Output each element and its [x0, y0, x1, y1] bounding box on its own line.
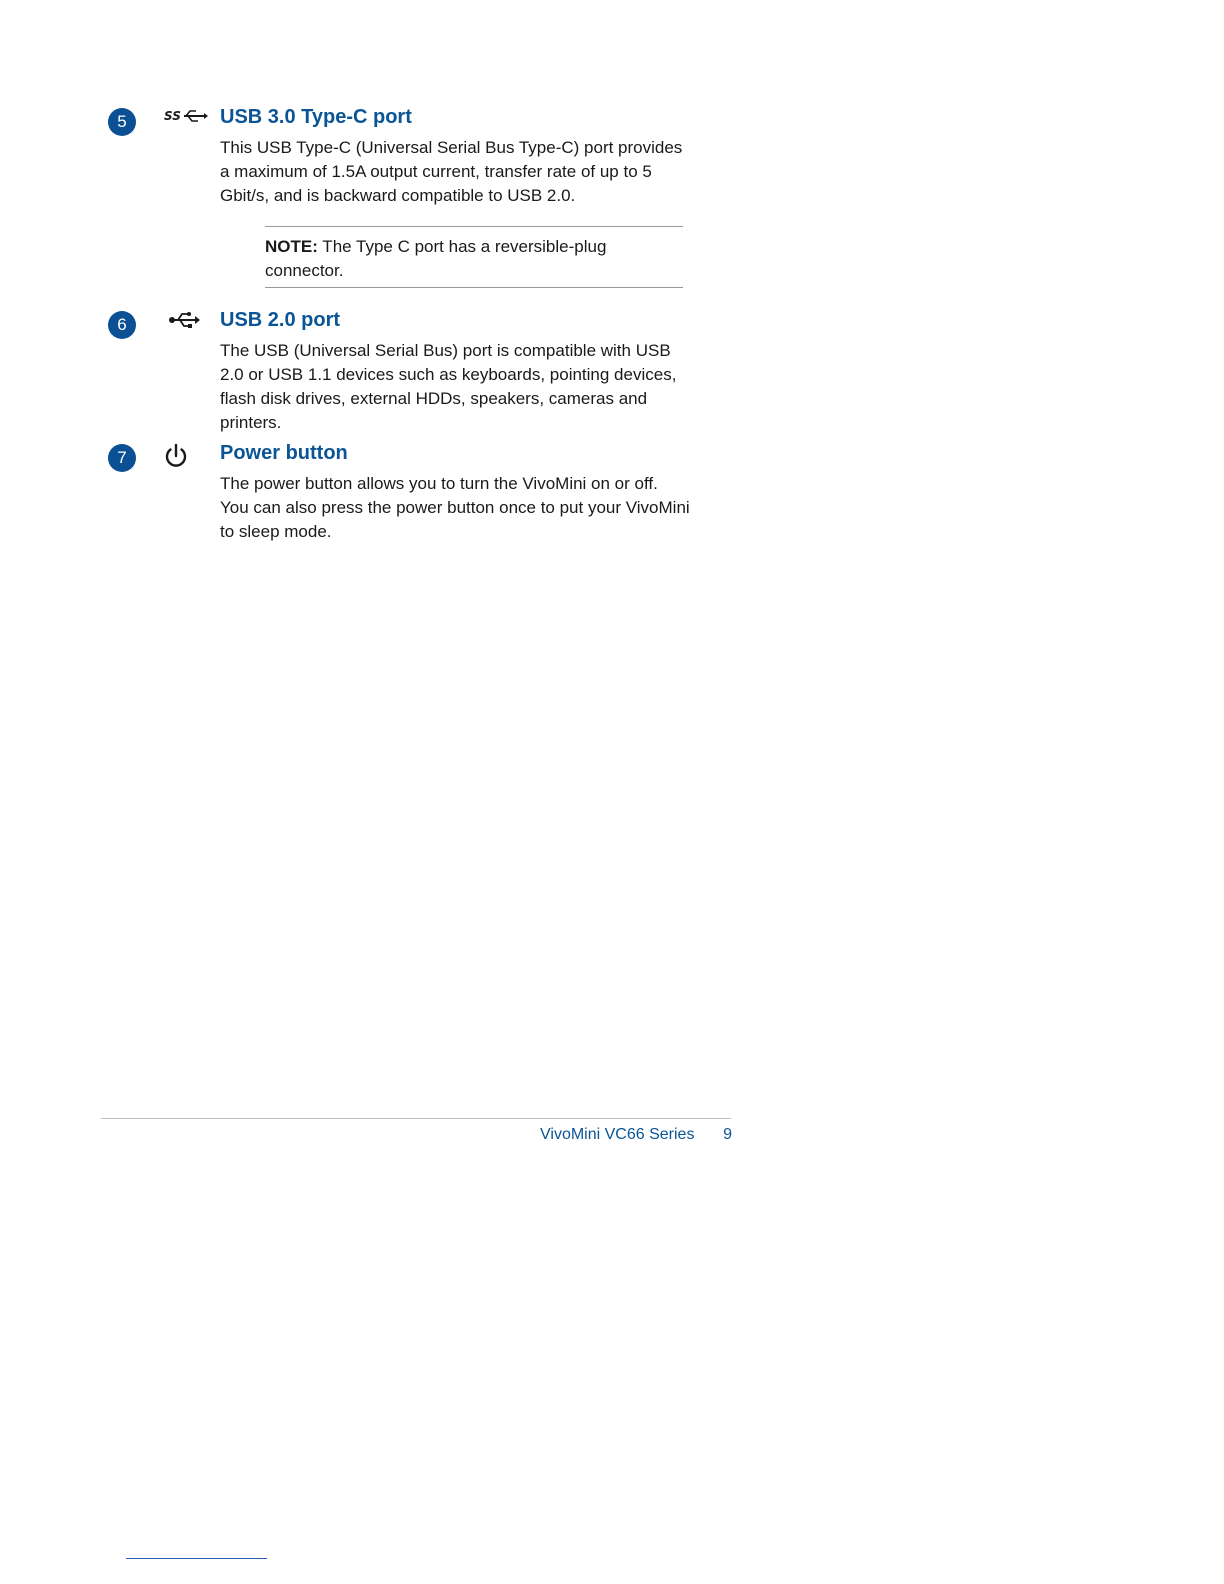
usb-icon	[160, 308, 208, 336]
power-icon	[160, 442, 208, 470]
section-title-usb3-type-c: USB 3.0 Type-C port	[220, 106, 412, 128]
bottom-underline-mark	[126, 1558, 267, 1559]
note-box	[265, 226, 683, 288]
section-title-power-button: Power button	[220, 442, 348, 464]
footer-divider	[101, 1118, 731, 1119]
section-body-usb3-type-c: This USB Type-C (Universal Serial Bus Type-C) port provides a maximum of 1.5A output current, transfer rate of up to 5 Gbit/s, and is backward compatible to USB 2.0.	[220, 138, 683, 205]
section-number-6: 6	[117, 315, 127, 334]
section-number-7: 7	[117, 448, 127, 467]
section-title-usb2: USB 2.0 port	[220, 309, 341, 331]
usb3-superspeed-icon	[160, 104, 208, 132]
section-number-badge-6	[108, 311, 136, 339]
note-text	[265, 235, 645, 283]
note-label: NOTE:	[265, 237, 318, 256]
section-number-badge-5	[108, 108, 136, 136]
section-number-5: 5	[117, 112, 127, 131]
note-content: The Type C port has a reversible-plug connector.	[265, 237, 607, 280]
section-number-badge-7	[108, 444, 136, 472]
svg-text:SS: SS	[164, 109, 181, 123]
section-body-power-button: The power button allows you to turn the VivoMini on or off. You can also press the power button once to put your VivoMini to sleep mode.	[220, 474, 690, 541]
footer-page-number: 9	[723, 1126, 732, 1143]
section-body-usb2: The USB (Universal Serial Bus) port is compatible with USB 2.0 or USB 1.1 devices such as keyboards, pointing devices, flash disk drives, external HDDs, speakers, cameras and printers.	[220, 341, 677, 432]
footer-series-name: VivoMini VC66 Series	[540, 1126, 695, 1143]
